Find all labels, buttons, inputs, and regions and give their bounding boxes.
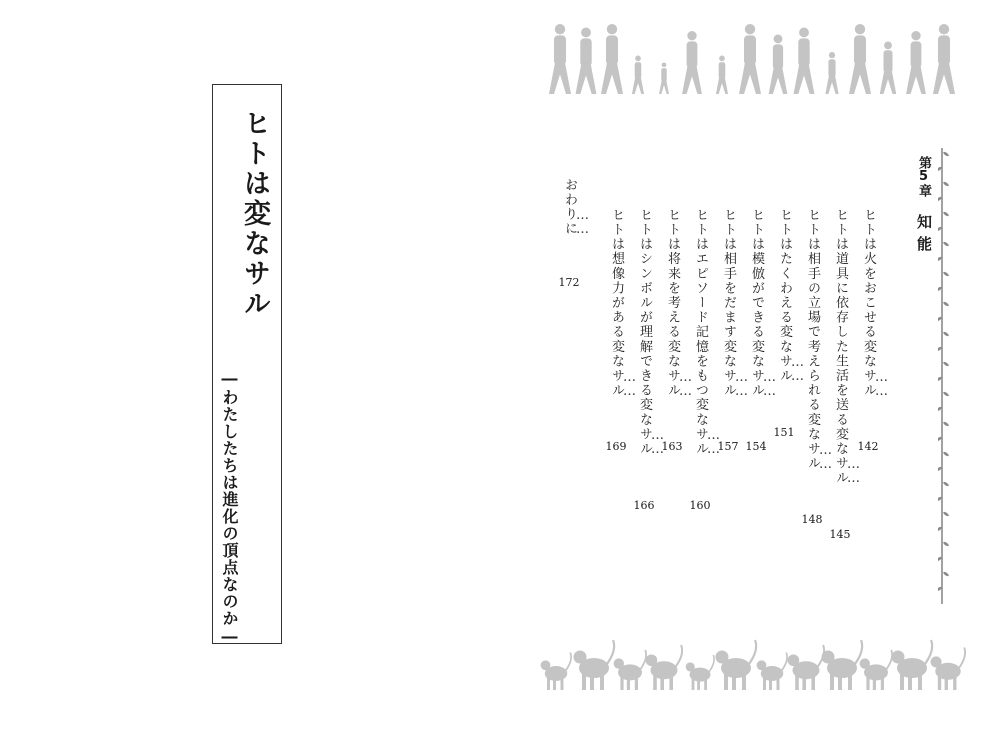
monkey-silhouettes-icon	[540, 636, 966, 692]
monkey-silhouette-icon	[931, 648, 966, 691]
toc-entry[interactable]	[722, 208, 748, 402]
monkey-silhouette-icon	[788, 645, 825, 690]
person-silhouette-icon	[659, 63, 669, 95]
monkey-silhouette-icon	[860, 650, 893, 690]
toc-entry-page: 160	[689, 499, 711, 512]
toc-entry[interactable]	[694, 208, 720, 460]
toc-entry-title: ヒトはたくわえる変なサル	[777, 208, 792, 384]
toc-entry-page: 154	[745, 440, 767, 453]
toc-entry[interactable]	[610, 208, 636, 402]
toc-entry-page: 148	[801, 513, 823, 526]
person-silhouette-icon	[880, 42, 897, 95]
monkey-silhouette-icon	[614, 650, 647, 690]
leader-dots: ……	[762, 369, 777, 398]
toc-entry-title: おわりに	[562, 178, 577, 237]
person-silhouette-icon	[933, 24, 955, 94]
person-silhouette-icon	[601, 24, 623, 94]
toc-entry-title: ヒトは想像力がある変なサル	[609, 208, 624, 398]
leader-dots: ……	[734, 369, 749, 398]
monkey-silhouette-icon	[716, 640, 757, 690]
chapter-header	[906, 148, 948, 604]
book-subtitle: ―わたしたちは進化の頂点なのか―	[220, 369, 239, 647]
monkey-silhouette-icon	[686, 655, 714, 690]
toc-entry-page: 157	[717, 440, 739, 453]
book-title: ヒトは変なサル	[239, 109, 270, 319]
toc-entry[interactable]	[638, 208, 664, 460]
toc-entry-title: ヒトはシンボルが理解できる変なサル	[637, 208, 652, 457]
person-silhouette-icon	[549, 24, 571, 94]
person-silhouette-icon	[825, 52, 838, 94]
toc-entry-title: ヒトは相手の立場で考えられる変なサル	[805, 208, 820, 471]
monkey-silhouette-icon	[574, 640, 615, 690]
monkey-silhouette-icon	[541, 653, 571, 691]
person-silhouette-icon	[576, 28, 597, 95]
person-silhouette-icon	[682, 31, 702, 94]
toc-entry-title: ヒトは火をおこせる変なサル	[861, 208, 876, 398]
toc-entry-title: ヒトは相手をだます変なサル	[721, 208, 736, 398]
chapter-number: 第5章	[916, 156, 931, 197]
person-silhouette-icon	[769, 35, 788, 95]
leader-dots: ……	[622, 369, 637, 398]
leader-dots: ……	[706, 428, 721, 457]
person-silhouette-icon	[849, 24, 871, 94]
leader-dots: ……	[874, 369, 889, 398]
toc-entry-page: 166	[633, 499, 655, 512]
toc-entry-page: 172	[558, 276, 580, 289]
toc-entry-title: ヒトは模倣ができる変なサル	[749, 208, 764, 398]
leader-dots: ……	[846, 457, 861, 486]
toc-entry-title: ヒトは道具に依存した生活を送る変なサル	[833, 208, 848, 486]
toc-entry-page: 169	[605, 440, 627, 453]
monkey-silhouette-icon	[822, 640, 863, 690]
leader-dots: ……	[575, 208, 590, 237]
human-silhouettes-icon	[546, 22, 962, 96]
toc-entry[interactable]	[834, 208, 860, 489]
toc-entry-page: 151	[773, 426, 795, 439]
toc-entry[interactable]	[862, 208, 888, 402]
person-silhouette-icon	[739, 24, 761, 94]
toc-entry-title: ヒトは将来を考える変なサル	[665, 208, 680, 398]
toc-entry-page: 145	[829, 528, 851, 541]
toc-entry[interactable]	[750, 208, 776, 402]
chapter-title: 知能	[915, 214, 933, 258]
toc-entry[interactable]	[778, 208, 804, 387]
person-silhouette-icon	[794, 28, 815, 95]
person-silhouette-icon	[632, 56, 644, 95]
leader-dots: ……	[678, 369, 693, 398]
leader-dots: ……	[818, 442, 833, 471]
toc-entry[interactable]	[806, 208, 832, 475]
leader-dots: ……	[790, 355, 805, 384]
monkey-silhouette-icon	[892, 640, 933, 690]
toc-entry[interactable]	[563, 178, 589, 240]
person-silhouette-icon	[906, 31, 926, 94]
toc-entry[interactable]	[666, 208, 692, 402]
toc-entry-page: 163	[661, 440, 683, 453]
title-box	[212, 84, 282, 647]
person-silhouette-icon	[716, 56, 728, 95]
leader-dots: ……	[650, 428, 665, 457]
monkey-silhouette-icon	[757, 653, 787, 691]
toc-entry-title: ヒトはエピソード記憶をもつ変なサル	[693, 208, 708, 457]
toc-entry-page: 142	[857, 440, 879, 453]
monkey-silhouette-icon	[646, 645, 683, 690]
vine-border-icon	[938, 148, 950, 604]
